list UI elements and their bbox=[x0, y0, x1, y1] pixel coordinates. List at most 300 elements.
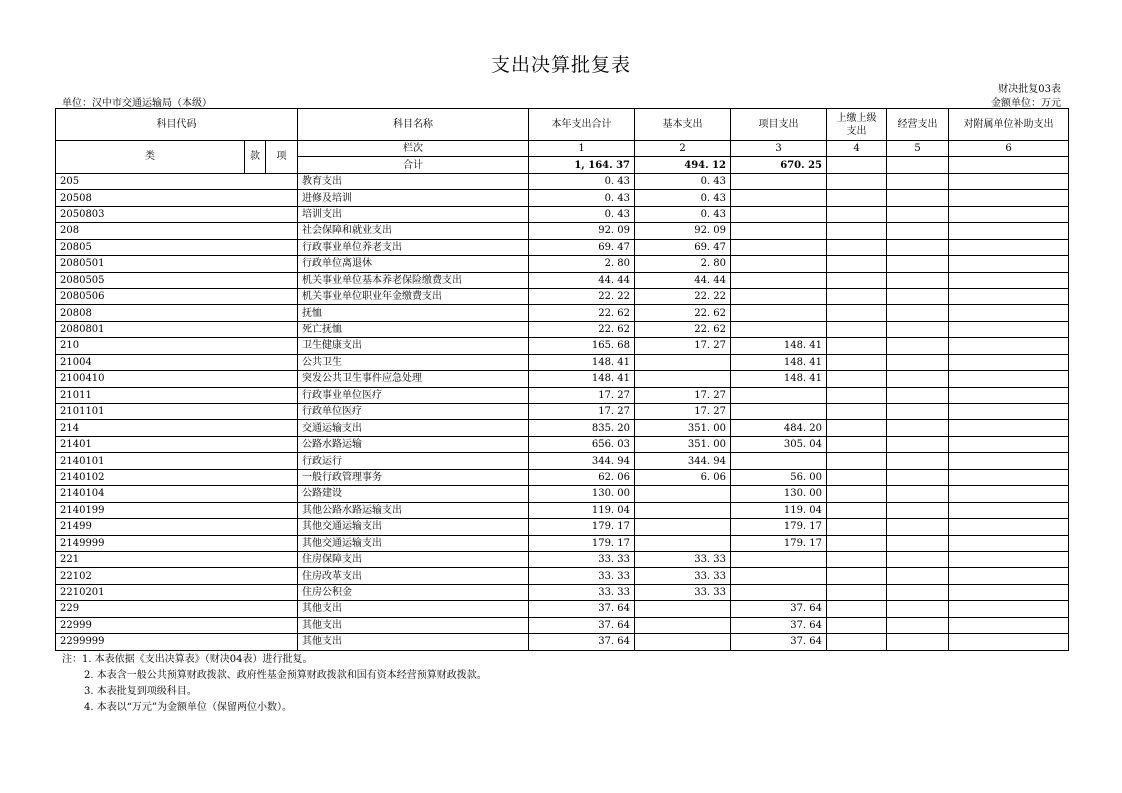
row-name: 其他公路水路运输支出 bbox=[298, 502, 529, 518]
row-code: 2100410 bbox=[56, 371, 298, 387]
row-project: 305. 04 bbox=[731, 436, 827, 452]
row-total: 179. 17 bbox=[529, 519, 635, 535]
row-project: 148. 41 bbox=[731, 354, 827, 370]
row-subsidy bbox=[949, 288, 1069, 304]
header-code: 科目代码 bbox=[56, 109, 298, 141]
row-basic bbox=[635, 371, 731, 387]
row-upper bbox=[827, 371, 887, 387]
row-upper bbox=[827, 354, 887, 370]
header-basic: 基本支出 bbox=[635, 109, 731, 141]
row-subsidy bbox=[949, 634, 1069, 650]
note-2: 2. 本表含一般公共预算财政拨款、政府性基金预算财政拨款和国有资本经营预算财政拨款。 bbox=[84, 670, 487, 681]
row-project: 484. 20 bbox=[731, 420, 827, 436]
row-subsidy bbox=[949, 387, 1069, 403]
row-name: 住房保障支出 bbox=[298, 551, 529, 567]
table-row bbox=[56, 173, 1069, 189]
row-name: 行政运行 bbox=[298, 453, 529, 469]
row-basic: 0. 43 bbox=[635, 206, 731, 222]
row-subsidy bbox=[949, 420, 1069, 436]
table-row bbox=[56, 486, 1069, 502]
row-total: 0. 43 bbox=[529, 173, 635, 189]
row-business bbox=[887, 519, 949, 535]
row-business bbox=[887, 305, 949, 321]
row-business bbox=[887, 404, 949, 420]
row-business bbox=[887, 601, 949, 617]
table-row bbox=[56, 453, 1069, 469]
row-basic: 17. 27 bbox=[635, 404, 731, 420]
page-title: 支出决算批复表 bbox=[490, 54, 631, 76]
row-business bbox=[887, 551, 949, 567]
row-project: 179. 17 bbox=[731, 535, 827, 551]
total-project: 670. 25 bbox=[731, 157, 827, 173]
unit-label: 单位：汉中市交通运输局（本级） bbox=[62, 98, 212, 109]
row-upper bbox=[827, 453, 887, 469]
row-upper bbox=[827, 535, 887, 551]
row-code: 221 bbox=[56, 551, 298, 567]
row-name: 抚恤 bbox=[298, 305, 529, 321]
row-subsidy bbox=[949, 502, 1069, 518]
row-code: 2080505 bbox=[56, 272, 298, 288]
money-unit-label: 金额单位：万元 bbox=[991, 98, 1061, 109]
row-business bbox=[887, 568, 949, 584]
row-name: 行政单位医疗 bbox=[298, 404, 529, 420]
row-total: 835. 20 bbox=[529, 420, 635, 436]
row-upper bbox=[827, 617, 887, 633]
row-code: 2080801 bbox=[56, 321, 298, 337]
row-total: 33. 33 bbox=[529, 551, 635, 567]
row-subsidy bbox=[949, 371, 1069, 387]
col-number-3: 3 bbox=[731, 141, 827, 157]
row-code: 2140101 bbox=[56, 453, 298, 469]
row-total: 0. 43 bbox=[529, 190, 635, 206]
row-subsidy bbox=[949, 305, 1069, 321]
header-name: 科目名称 bbox=[298, 109, 529, 141]
row-name: 公共卫生 bbox=[298, 354, 529, 370]
row-upper bbox=[827, 601, 887, 617]
row-total: 344. 94 bbox=[529, 453, 635, 469]
row-basic bbox=[635, 535, 731, 551]
row-subsidy bbox=[949, 206, 1069, 222]
row-upper bbox=[827, 436, 887, 452]
table-row bbox=[56, 551, 1069, 567]
table-row bbox=[56, 502, 1069, 518]
row-project: 119. 04 bbox=[731, 502, 827, 518]
row-project: 179. 17 bbox=[731, 519, 827, 535]
row-subsidy bbox=[949, 354, 1069, 370]
row-name: 行政事业单位医疗 bbox=[298, 387, 529, 403]
row-business bbox=[887, 239, 949, 255]
col-number-2: 2 bbox=[635, 141, 731, 157]
row-subsidy bbox=[949, 256, 1069, 272]
row-project bbox=[731, 288, 827, 304]
row-upper bbox=[827, 173, 887, 189]
row-code: 21004 bbox=[56, 354, 298, 370]
form-number: 财决批复03表 bbox=[998, 84, 1061, 95]
row-project bbox=[731, 404, 827, 420]
row-business bbox=[887, 420, 949, 436]
table-row bbox=[56, 519, 1069, 535]
row-upper bbox=[827, 469, 887, 485]
total-label: 合计 bbox=[298, 157, 529, 173]
row-code: 2210201 bbox=[56, 584, 298, 600]
row-basic: 22. 62 bbox=[635, 305, 731, 321]
row-total: 148. 41 bbox=[529, 371, 635, 387]
row-basic: 351. 00 bbox=[635, 420, 731, 436]
row-subsidy bbox=[949, 239, 1069, 255]
row-code: 20808 bbox=[56, 305, 298, 321]
table-row bbox=[56, 206, 1069, 222]
row-total: 22. 22 bbox=[529, 288, 635, 304]
row-code: 2140102 bbox=[56, 469, 298, 485]
note-4: 4. 本表以“万元”为金额单位（保留两位小数）。 bbox=[84, 702, 292, 713]
row-total: 130. 00 bbox=[529, 486, 635, 502]
col-number-5: 5 bbox=[887, 141, 949, 157]
row-business bbox=[887, 173, 949, 189]
row-basic: 2. 80 bbox=[635, 256, 731, 272]
row-basic bbox=[635, 486, 731, 502]
row-project: 37. 64 bbox=[731, 601, 827, 617]
row-subsidy bbox=[949, 486, 1069, 502]
row-basic: 33. 33 bbox=[635, 551, 731, 567]
row-code: 2080506 bbox=[56, 288, 298, 304]
row-subsidy bbox=[949, 584, 1069, 600]
row-business bbox=[887, 190, 949, 206]
row-total: 44. 44 bbox=[529, 272, 635, 288]
row-code: 2299999 bbox=[56, 634, 298, 650]
row-name: 进修及培训 bbox=[298, 190, 529, 206]
row-business bbox=[887, 502, 949, 518]
row-subsidy bbox=[949, 469, 1069, 485]
row-code: 20805 bbox=[56, 239, 298, 255]
row-upper bbox=[827, 305, 887, 321]
row-name: 其他支出 bbox=[298, 634, 529, 650]
row-total: 148. 41 bbox=[529, 354, 635, 370]
row-name: 其他支出 bbox=[298, 617, 529, 633]
row-code: 205 bbox=[56, 173, 298, 189]
table-row bbox=[56, 223, 1069, 239]
row-project bbox=[731, 223, 827, 239]
row-total: 17. 27 bbox=[529, 404, 635, 420]
table-row bbox=[56, 305, 1069, 321]
row-total: 22. 62 bbox=[529, 305, 635, 321]
row-business bbox=[887, 223, 949, 239]
row-code: 2140199 bbox=[56, 502, 298, 518]
row-upper bbox=[827, 387, 887, 403]
row-code: 20508 bbox=[56, 190, 298, 206]
row-project bbox=[731, 584, 827, 600]
row-subsidy bbox=[949, 173, 1069, 189]
header-total: 本年支出合计 bbox=[529, 109, 635, 141]
row-business bbox=[887, 256, 949, 272]
header-upper-line1: 上缴上级 bbox=[836, 112, 877, 124]
table-row bbox=[56, 354, 1069, 370]
table-row bbox=[56, 634, 1069, 650]
header-lanci: 栏次 bbox=[298, 141, 529, 157]
row-basic: 17. 27 bbox=[635, 338, 731, 354]
row-total: 179. 17 bbox=[529, 535, 635, 551]
total-basic: 494. 12 bbox=[635, 157, 731, 173]
row-business bbox=[887, 354, 949, 370]
row-total: 656. 03 bbox=[529, 436, 635, 452]
row-basic: 92. 09 bbox=[635, 223, 731, 239]
table-row bbox=[56, 568, 1069, 584]
row-project bbox=[731, 190, 827, 206]
row-business bbox=[887, 371, 949, 387]
row-subsidy bbox=[949, 190, 1069, 206]
table-row bbox=[56, 436, 1069, 452]
row-total: 22. 62 bbox=[529, 321, 635, 337]
row-business bbox=[887, 387, 949, 403]
row-subsidy bbox=[949, 321, 1069, 337]
row-upper bbox=[827, 256, 887, 272]
row-business bbox=[887, 206, 949, 222]
row-name: 公路建设 bbox=[298, 486, 529, 502]
row-name: 住房公积金 bbox=[298, 584, 529, 600]
row-basic bbox=[635, 354, 731, 370]
row-code: 22999 bbox=[56, 617, 298, 633]
row-total: 0. 43 bbox=[529, 206, 635, 222]
row-name: 住房改革支出 bbox=[298, 568, 529, 584]
row-project bbox=[731, 551, 827, 567]
row-upper bbox=[827, 190, 887, 206]
row-basic bbox=[635, 519, 731, 535]
row-project bbox=[731, 206, 827, 222]
row-subsidy bbox=[949, 223, 1069, 239]
row-total: 62. 06 bbox=[529, 469, 635, 485]
row-upper bbox=[827, 338, 887, 354]
row-code: 229 bbox=[56, 601, 298, 617]
col-number-4: 4 bbox=[827, 141, 887, 157]
row-code: 2080501 bbox=[56, 256, 298, 272]
row-code: 21499 bbox=[56, 519, 298, 535]
header-subsidy: 对附属单位补助支出 bbox=[949, 109, 1069, 141]
row-name: 公路水路运输 bbox=[298, 436, 529, 452]
row-code: 214 bbox=[56, 420, 298, 436]
table-row bbox=[56, 387, 1069, 403]
row-total: 165. 68 bbox=[529, 338, 635, 354]
row-total: 17. 27 bbox=[529, 387, 635, 403]
row-name: 卫生健康支出 bbox=[298, 338, 529, 354]
total-business bbox=[887, 157, 949, 173]
row-subsidy bbox=[949, 535, 1069, 551]
row-total: 69. 47 bbox=[529, 239, 635, 255]
header-row bbox=[56, 109, 1069, 141]
row-upper bbox=[827, 404, 887, 420]
row-upper bbox=[827, 206, 887, 222]
row-basic bbox=[635, 502, 731, 518]
row-business bbox=[887, 453, 949, 469]
row-name: 其他交通运输支出 bbox=[298, 519, 529, 535]
row-total: 37. 64 bbox=[529, 617, 635, 633]
row-project bbox=[731, 568, 827, 584]
header-upper bbox=[827, 109, 887, 141]
row-total: 33. 33 bbox=[529, 568, 635, 584]
row-basic: 22. 62 bbox=[635, 321, 731, 337]
column-number-row bbox=[56, 141, 1069, 157]
row-basic: 69. 47 bbox=[635, 239, 731, 255]
header-upper-line2: 支出 bbox=[846, 125, 867, 137]
header-kuan: 款 bbox=[245, 141, 266, 174]
row-name: 突发公共卫生事件应急处理 bbox=[298, 371, 529, 387]
total-upper bbox=[827, 157, 887, 173]
notes bbox=[62, 652, 487, 716]
row-upper bbox=[827, 239, 887, 255]
row-subsidy bbox=[949, 519, 1069, 535]
row-total: 92. 09 bbox=[529, 223, 635, 239]
row-basic: 33. 33 bbox=[635, 568, 731, 584]
row-total: 37. 64 bbox=[529, 634, 635, 650]
table-row bbox=[56, 190, 1069, 206]
row-upper bbox=[827, 420, 887, 436]
row-project: 37. 64 bbox=[731, 617, 827, 633]
row-upper bbox=[827, 634, 887, 650]
row-name: 其他支出 bbox=[298, 601, 529, 617]
row-business bbox=[887, 288, 949, 304]
row-subsidy bbox=[949, 551, 1069, 567]
table-row bbox=[56, 601, 1069, 617]
row-project bbox=[731, 387, 827, 403]
col-number-1: 1 bbox=[529, 141, 635, 157]
row-project bbox=[731, 305, 827, 321]
row-business bbox=[887, 535, 949, 551]
row-code: 21011 bbox=[56, 387, 298, 403]
row-project bbox=[731, 239, 827, 255]
row-basic: 344. 94 bbox=[635, 453, 731, 469]
row-basic bbox=[635, 617, 731, 633]
row-basic: 0. 43 bbox=[635, 173, 731, 189]
table-row bbox=[56, 256, 1069, 272]
row-code: 2101101 bbox=[56, 404, 298, 420]
row-upper bbox=[827, 288, 887, 304]
row-upper bbox=[827, 502, 887, 518]
row-business bbox=[887, 436, 949, 452]
row-project bbox=[731, 272, 827, 288]
row-upper bbox=[827, 223, 887, 239]
row-name: 交通运输支出 bbox=[298, 420, 529, 436]
header-lei: 类 bbox=[56, 141, 245, 174]
row-project: 56. 00 bbox=[731, 469, 827, 485]
note-3: 3. 本表批复到项级科目。 bbox=[84, 686, 197, 697]
row-name: 培训支出 bbox=[298, 206, 529, 222]
row-business bbox=[887, 321, 949, 337]
total-subsidy bbox=[949, 157, 1069, 173]
expenditure-table bbox=[55, 108, 1069, 651]
row-code: 210 bbox=[56, 338, 298, 354]
table-row bbox=[56, 469, 1069, 485]
row-subsidy bbox=[949, 436, 1069, 452]
table-row bbox=[56, 617, 1069, 633]
row-basic bbox=[635, 634, 731, 650]
row-name: 机关事业单位基本养老保险缴费支出 bbox=[298, 272, 529, 288]
row-basic: 44. 44 bbox=[635, 272, 731, 288]
row-basic bbox=[635, 601, 731, 617]
row-basic: 22. 22 bbox=[635, 288, 731, 304]
table-row bbox=[56, 321, 1069, 337]
row-total: 37. 64 bbox=[529, 601, 635, 617]
row-project: 148. 41 bbox=[731, 338, 827, 354]
row-subsidy bbox=[949, 338, 1069, 354]
row-name: 社会保障和就业支出 bbox=[298, 223, 529, 239]
row-total: 2. 80 bbox=[529, 256, 635, 272]
row-basic: 33. 33 bbox=[635, 584, 731, 600]
table-row bbox=[56, 288, 1069, 304]
row-project bbox=[731, 321, 827, 337]
row-upper bbox=[827, 272, 887, 288]
row-business bbox=[887, 272, 949, 288]
row-total: 119. 04 bbox=[529, 502, 635, 518]
table-row bbox=[56, 272, 1069, 288]
row-basic: 17. 27 bbox=[635, 387, 731, 403]
row-subsidy bbox=[949, 617, 1069, 633]
row-project bbox=[731, 256, 827, 272]
row-upper bbox=[827, 584, 887, 600]
row-project: 130. 00 bbox=[731, 486, 827, 502]
row-code: 208 bbox=[56, 223, 298, 239]
row-business bbox=[887, 617, 949, 633]
row-business bbox=[887, 584, 949, 600]
row-name: 死亡抚恤 bbox=[298, 321, 529, 337]
row-subsidy bbox=[949, 404, 1069, 420]
row-business bbox=[887, 469, 949, 485]
row-code: 2149999 bbox=[56, 535, 298, 551]
table-row bbox=[56, 584, 1069, 600]
row-project: 37. 64 bbox=[731, 634, 827, 650]
table-row bbox=[56, 239, 1069, 255]
row-subsidy bbox=[949, 601, 1069, 617]
col-number-6: 6 bbox=[949, 141, 1069, 157]
row-name: 其他交通运输支出 bbox=[298, 535, 529, 551]
row-business bbox=[887, 338, 949, 354]
table-row bbox=[56, 404, 1069, 420]
row-subsidy bbox=[949, 272, 1069, 288]
row-upper bbox=[827, 551, 887, 567]
row-upper bbox=[827, 486, 887, 502]
row-basic: 0. 43 bbox=[635, 190, 731, 206]
row-code: 22102 bbox=[56, 568, 298, 584]
row-upper bbox=[827, 519, 887, 535]
row-basic: 6. 06 bbox=[635, 469, 731, 485]
header-project: 项目支出 bbox=[731, 109, 827, 141]
row-name: 行政事业单位养老支出 bbox=[298, 239, 529, 255]
row-code: 21401 bbox=[56, 436, 298, 452]
table-row bbox=[56, 420, 1069, 436]
table-row bbox=[56, 338, 1069, 354]
row-basic: 351. 00 bbox=[635, 436, 731, 452]
header-xiang: 项 bbox=[266, 141, 298, 174]
row-subsidy bbox=[949, 568, 1069, 584]
row-code: 2050803 bbox=[56, 206, 298, 222]
row-project bbox=[731, 453, 827, 469]
row-upper bbox=[827, 321, 887, 337]
table-row bbox=[56, 371, 1069, 387]
row-upper bbox=[827, 568, 887, 584]
row-name: 一般行政管理事务 bbox=[298, 469, 529, 485]
row-business bbox=[887, 634, 949, 650]
table-row bbox=[56, 535, 1069, 551]
row-name: 行政单位离退休 bbox=[298, 256, 529, 272]
note-1: 注：1. 本表依据《支出决算表》（财决04表）进行批复。 bbox=[62, 654, 313, 665]
row-code: 2140104 bbox=[56, 486, 298, 502]
row-project bbox=[731, 173, 827, 189]
row-project: 148. 41 bbox=[731, 371, 827, 387]
row-total: 33. 33 bbox=[529, 584, 635, 600]
row-name: 教育支出 bbox=[298, 173, 529, 189]
row-name: 机关事业单位职业年金缴费支出 bbox=[298, 288, 529, 304]
total-total: 1, 164. 37 bbox=[529, 157, 635, 173]
row-business bbox=[887, 486, 949, 502]
row-subsidy bbox=[949, 453, 1069, 469]
header-business: 经营支出 bbox=[887, 109, 949, 141]
